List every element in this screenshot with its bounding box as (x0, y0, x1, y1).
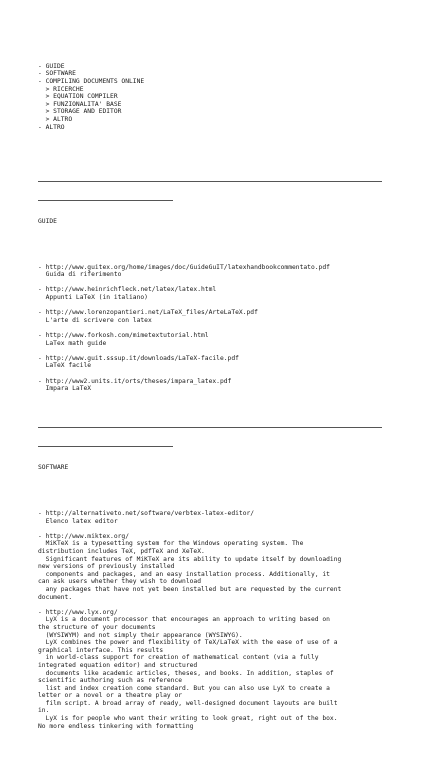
toc-item[interactable]: - COMPILING DOCUMENTS ONLINE (38, 77, 145, 85)
link-description: LaTeX facile (38, 362, 92, 370)
link-description: LyX combines the power and flexibility of TeX/LaTeX with the ease of use of a (38, 639, 338, 647)
link-url[interactable]: - http://www.guitex.org/home/images/doc/GuideGuIT/latexhandbookcommentato.pdf (38, 263, 330, 271)
link-description: Guida di riferimento (38, 271, 122, 279)
link-url[interactable]: - http://www.lyx.org/ (38, 608, 118, 616)
toc-item[interactable]: > RICERCHE (38, 85, 84, 93)
list-item (38, 355, 388, 370)
table-of-contents (38, 63, 388, 131)
link-url[interactable]: - http://www.miktex.org/ (38, 532, 129, 540)
link-url[interactable]: - http://www.guit.sssup.it/downloads/LaTeX-facile.pdf (38, 354, 239, 362)
link-description: documents like academic articles, theses, and books. In addition, staples of (38, 669, 334, 677)
link-description: components and packages, and an easy installation process. Additionally, it (38, 570, 330, 578)
section-title-guide: GUIDE (38, 218, 57, 226)
list-item (38, 510, 388, 525)
link-description: LyX is for people who want their writing to look great, right out of the box. (38, 715, 338, 723)
toc-item[interactable]: > STORAGE AND EDITOR (38, 108, 122, 116)
link-description: film script. A broad array of ready, well-designed document layouts are built (38, 699, 338, 707)
section-divider-long (38, 427, 382, 428)
software-entries (38, 510, 388, 738)
link-description: LyX is a document processor that encourages an approach to writing based on (38, 616, 330, 624)
link-description: list and index creation come standard. But you can also use LyX to create a (38, 684, 330, 692)
link-description: the structure of your documents (38, 623, 156, 631)
toc-item[interactable]: - ALTRO (38, 123, 65, 131)
link-url[interactable]: - http://www.heinrichfleck.net/latex/latex.html (38, 286, 217, 294)
link-url[interactable]: - http://www.forkosh.com/mimetextutorial.html (38, 331, 209, 339)
link-description: letter or a novel or a theatre play or (38, 692, 183, 700)
toc-item[interactable]: > ALTRO (38, 115, 73, 123)
link-description: Elenco latex editor (38, 517, 118, 525)
guide-entries (38, 264, 388, 401)
link-description: integrated equation editor) and structured (38, 661, 198, 669)
list-item (38, 309, 388, 324)
document-body (38, 40, 388, 761)
link-url[interactable]: - http://alternativeto.net/software/verbtex-latex-editor/ (38, 510, 255, 518)
link-description: MiKTeX is a typesetting system for the Windows operating system. The (38, 540, 304, 548)
list-item (38, 264, 388, 279)
link-description: any packages that have not yet been installed but are requested by the current (38, 585, 342, 593)
link-description: in world-class support for creation of mathematical content (via a fully (38, 654, 319, 662)
toc-item[interactable]: > FUNZIONALITA' BASE (38, 100, 122, 108)
link-url[interactable]: - http://www2.units.it/orts/theses/impara_latex.pdf (38, 377, 232, 385)
list-item (38, 332, 388, 347)
link-description: Impara LaTeX (38, 385, 92, 393)
section-title-software: SOFTWARE (38, 464, 69, 472)
section-divider-short (38, 446, 173, 447)
link-url[interactable]: - http://www.lorenzopantieri.net/LaTeX_files/ArteLaTeX.pdf (38, 309, 258, 317)
toc-item[interactable]: - SOFTWARE (38, 70, 76, 78)
link-description: graphical interface. This results (38, 646, 164, 654)
toc-item[interactable]: - GUIDE (38, 62, 65, 70)
link-description: document. (38, 593, 73, 601)
section-divider-long (38, 181, 382, 182)
link-description: L'arte di scrivere con latex (38, 316, 152, 324)
link-description: scientific authoring such as reference (38, 677, 183, 685)
link-description: Appunti LaTeX (in italiano) (38, 294, 148, 301)
link-description: LaTex math guide (38, 339, 107, 347)
link-description: in. (38, 707, 50, 715)
link-description: new versions of previously installed (38, 563, 175, 571)
list-item (38, 286, 388, 301)
list-item (38, 609, 388, 731)
section-divider-short (38, 200, 173, 201)
link-description: Significant features of MiKTeX are its ability to update itself by downloading (38, 555, 342, 563)
link-description: distribution includes TeX, pdfTeX and XeTeX. (38, 548, 205, 555)
link-description: No more endless tinkering with formatting (38, 722, 194, 730)
list-item (38, 378, 388, 393)
link-description: can ask users whether they wish to download (38, 578, 202, 586)
list-item (38, 533, 388, 601)
link-description: (WYSIWYM) and not simply their appearance (WYSIWYG). (38, 631, 243, 639)
toc-item[interactable]: > EQUATION COMPILER (38, 93, 118, 101)
